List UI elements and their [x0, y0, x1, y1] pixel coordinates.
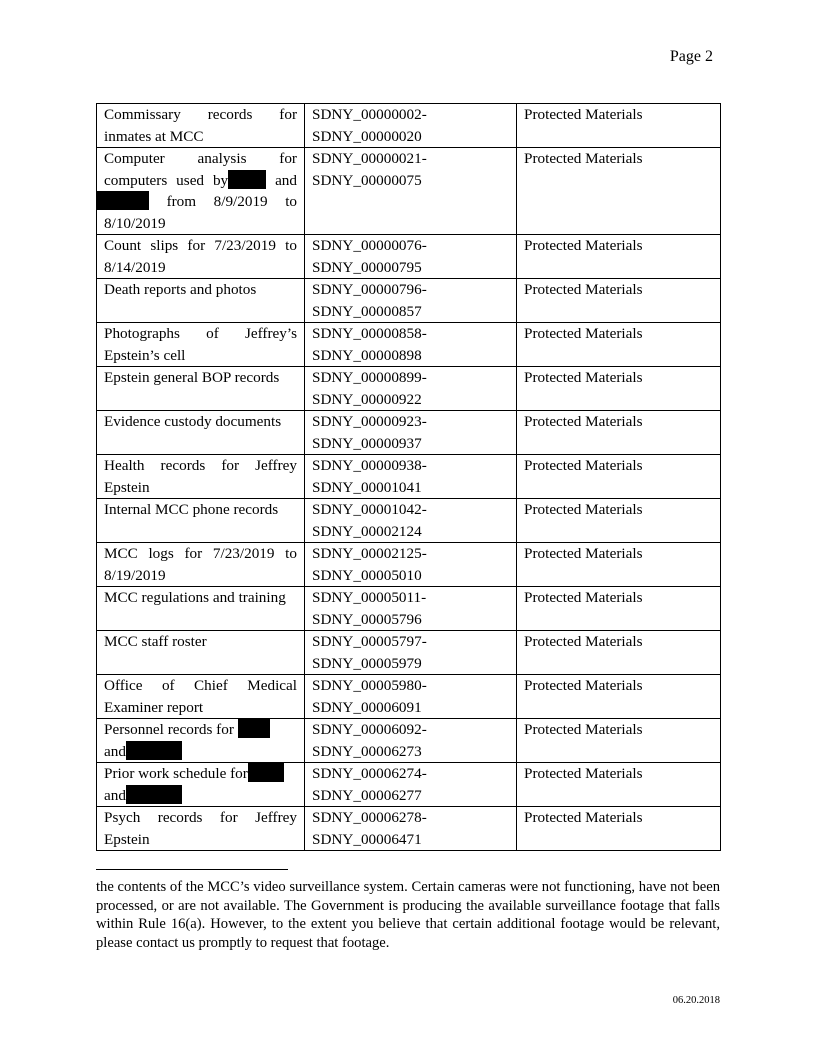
table-row: [97, 719, 721, 763]
bates-range: SDNY_00006278- SDNY_00006471: [305, 807, 517, 851]
footnote-separator: [96, 869, 288, 870]
bates-range: SDNY_00002125- SDNY_00005010: [305, 543, 517, 587]
row-description: Photographs of Jeffrey’s Epstein’s cell: [97, 323, 305, 367]
table-row: [97, 763, 721, 807]
designation: Protected Materials: [517, 499, 721, 543]
redaction-box: [228, 170, 266, 189]
redaction-box: [97, 191, 149, 210]
bates-range: SDNY_00000076- SDNY_00000795: [305, 235, 517, 279]
designation: Protected Materials: [517, 235, 721, 279]
row-description: Death reports and photos: [97, 279, 305, 323]
bates-range: SDNY_00000923- SDNY_00000937: [305, 411, 517, 455]
redaction-box: [126, 741, 182, 760]
redaction-box: [238, 719, 270, 738]
row-description: MCC staff roster: [97, 631, 305, 675]
bates-range: SDNY_00005797- SDNY_00005979: [305, 631, 517, 675]
redaction-box: [126, 785, 182, 804]
row-description: Prior work schedule for and: [97, 763, 305, 807]
table-row: [97, 631, 721, 675]
designation: Protected Materials: [517, 455, 721, 499]
designation: Protected Materials: [517, 411, 721, 455]
bates-range: SDNY_00006274- SDNY_00006277: [305, 763, 517, 807]
bates-range: SDNY_00005011- SDNY_00005796: [305, 587, 517, 631]
footnote-text: the contents of the MCC’s video surveillance system. Certain cameras were not functioning, have not been processed, or are not available. The Government is producing the available surveillance footage that falls within Rule 16(a). However, to the extent you believe that certain additional footage would be relevant, please contact us promptly to request that footage.: [96, 879, 720, 952]
designation: Protected Materials: [517, 719, 721, 763]
designation: Protected Materials: [517, 148, 721, 235]
row-description: Personnel records for and: [97, 719, 305, 763]
bates-range: SDNY_00000021- SDNY_00000075: [305, 148, 517, 235]
designation: Protected Materials: [517, 763, 721, 807]
row-description: Computer analysis for computers used by and from 8/9/2019 to 8/10/2019: [97, 148, 305, 235]
bates-range: SDNY_00006092- SDNY_00006273: [305, 719, 517, 763]
row-description: Epstein general BOP records: [97, 367, 305, 411]
document-date-code: 06.20.2018: [672, 995, 720, 1006]
table-row: [97, 587, 721, 631]
bates-range: SDNY_00000899- SDNY_00000922: [305, 367, 517, 411]
redaction-box: [248, 763, 284, 782]
designation: Protected Materials: [517, 104, 721, 148]
bates-range: SDNY_00005980- SDNY_00006091: [305, 675, 517, 719]
table-row: [97, 411, 721, 455]
page-number: Page 2: [669, 48, 713, 65]
bates-range: SDNY_00000796- SDNY_00000857: [305, 279, 517, 323]
table-row: [97, 104, 721, 148]
designation: Protected Materials: [517, 279, 721, 323]
table-row: [97, 367, 721, 411]
bates-range: SDNY_00000002- SDNY_00000020: [305, 104, 517, 148]
bates-range: SDNY_00000858- SDNY_00000898: [305, 323, 517, 367]
designation: Protected Materials: [517, 543, 721, 587]
bates-range: SDNY_00000938- SDNY_00001041: [305, 455, 517, 499]
table-row: [97, 235, 721, 279]
designation: Protected Materials: [517, 675, 721, 719]
row-description: Evidence custody documents: [97, 411, 305, 455]
table-row: [97, 279, 721, 323]
row-description: Internal MCC phone records: [97, 499, 305, 543]
row-description: Count slips for 7/23/2019 to 8/14/2019: [97, 235, 305, 279]
designation: Protected Materials: [517, 807, 721, 851]
row-description: Psych records for Jeffrey Epstein: [97, 807, 305, 851]
production-index-table: [96, 103, 721, 851]
row-description: Health records for Jeffrey Epstein: [97, 455, 305, 499]
designation: Protected Materials: [517, 323, 721, 367]
designation: Protected Materials: [517, 367, 721, 411]
designation: Protected Materials: [517, 587, 721, 631]
table-row: [97, 807, 721, 851]
table-row: [97, 675, 721, 719]
row-description: Office of Chief Medical Examiner report: [97, 675, 305, 719]
row-description: MCC regulations and training: [97, 587, 305, 631]
table-row: [97, 455, 721, 499]
row-description: Commissary records for inmates at MCC: [97, 104, 305, 148]
bates-range: SDNY_00001042- SDNY_00002124: [305, 499, 517, 543]
table-row: [97, 543, 721, 587]
designation: Protected Materials: [517, 631, 721, 675]
row-description: MCC logs for 7/23/2019 to 8/19/2019: [97, 543, 305, 587]
table-row: [97, 323, 721, 367]
table-row: [97, 499, 721, 543]
table-row: [97, 148, 721, 235]
